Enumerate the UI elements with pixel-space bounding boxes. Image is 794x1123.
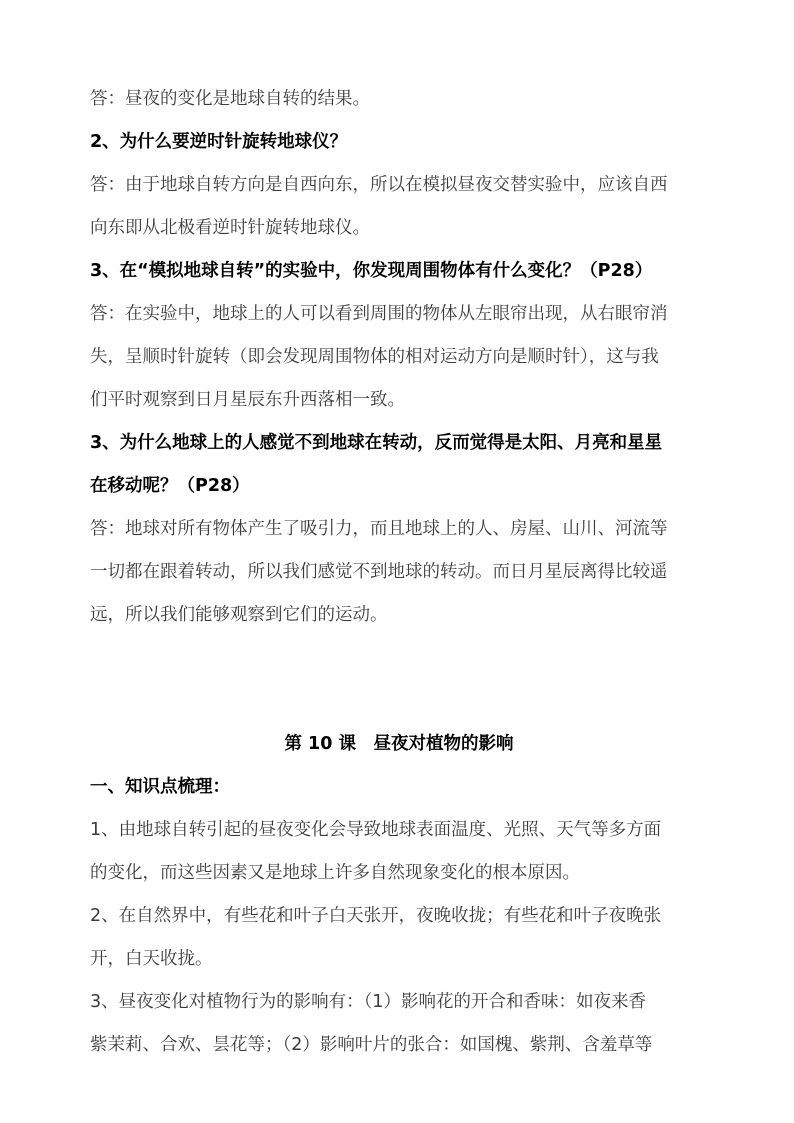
answer-text: 答：由于地球自转方向是自西向东，所以在模拟昼夜交替实验中，应该自西	[90, 175, 668, 195]
answer-text: 答：地球对所有物体产生了吸引力，而且地球上的人、房屋、山川、河流等	[90, 519, 668, 539]
answer-text: 们平时观察到日月星辰东升西落相一致。	[90, 390, 405, 410]
question-heading: 2、为什么要逆时针旋转地球仪？	[90, 132, 348, 152]
knowledge-point-text: 紫茉莉、合欢、昙花等；（2）影响叶片的张合：如国槐、紫荆、含羞草等	[90, 1035, 653, 1055]
answer-text: 远，所以我们能够观察到它们的运动。	[90, 605, 388, 625]
question-heading: 在移动呢？（P28）	[90, 476, 250, 496]
document-page	[90, 78, 708, 1067]
section-spacer	[90, 637, 708, 723]
answer-text: 向东即从北极看逆时针旋转地球仪。	[90, 218, 370, 238]
answer-text: 一切都在跟着转动，所以我们感觉不到地球的转动。而日月星辰离得比较遥	[90, 562, 668, 582]
question-heading: 3、在“模拟地球自转”的实验中，你发现周围物体有什么变化？（P28）	[90, 261, 653, 281]
lesson-title: 第 10 课 昼夜对植物的影响	[284, 734, 514, 754]
answer-text: 答：昼夜的变化是地球自转的结果。	[90, 89, 370, 109]
section-heading: 一、知识点梳理：	[90, 777, 230, 797]
knowledge-point-text: 3、昼夜变化对植物行为的影响有：（1）影响花的开合和香味：如夜来香	[90, 992, 647, 1012]
answer-text: 答：在实验中，地球上的人可以看到周围的物体从左眼帘出现，从右眼帘消	[90, 304, 668, 324]
knowledge-point-text: 开，白天收拢。	[90, 949, 213, 969]
knowledge-point-text: 1、由地球自转引起的昼夜变化会导致地球表面温度、光照、天气等多方面	[90, 820, 662, 840]
question-heading: 3、为什么地球上的人感觉不到地球在转动，反而觉得是太阳、月亮和星星	[90, 433, 663, 453]
answer-text: 失，呈顺时针旋转（即会发现周围物体的相对运动方向是顺时针），这与我	[90, 347, 659, 367]
knowledge-point-text: 2、在自然界中，有些花和叶子白天张开，夜晚收拢；有些花和叶子夜晚张	[90, 906, 662, 926]
knowledge-point-text: 的变化，而这些因素又是地球上许多自然现象变化的根本原因。	[90, 863, 580, 883]
